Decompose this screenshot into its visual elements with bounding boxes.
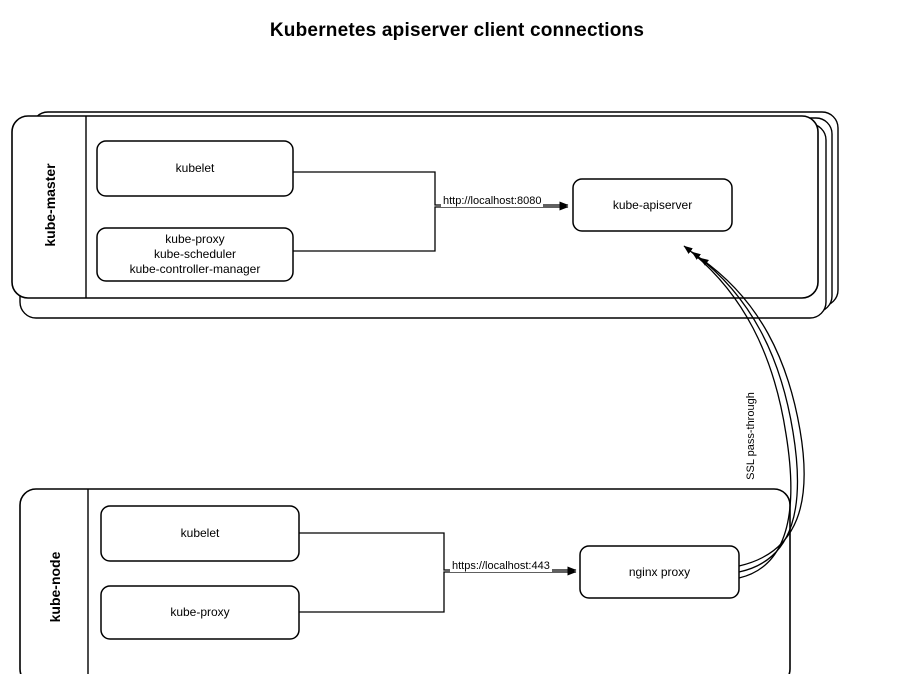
cluster-label-kube-node-text: kube-node [47, 551, 63, 623]
node-label-nginx-proxy: nginx proxy [628, 564, 691, 579]
node-label-node-kube-proxy: kube-proxy [170, 605, 230, 619]
node-node-kubelet [101, 506, 299, 561]
node-label-master-kubelet: kubelet [175, 161, 215, 175]
cluster-label-kube-node [40, 507, 70, 667]
cluster-label-kube-master [35, 125, 65, 285]
edge-label-ssl-pass-through: SSL pass-through [744, 392, 757, 480]
node-nginx-proxy [580, 546, 739, 598]
node-master-kubelet [97, 141, 293, 196]
node-label-node-kubelet: kubelet [180, 526, 220, 540]
node-kube-apiserver [573, 179, 732, 231]
node-node-kube-proxy [101, 586, 299, 639]
node-label-master-proxy-group: kube-proxy kube-scheduler kube-controller-manager [129, 232, 261, 276]
page-title: Kubernetes apiserver client connections [269, 20, 645, 41]
edge-label-https-localhost-443: https://localhost:443 [452, 560, 550, 572]
node-master-proxy-group [97, 228, 293, 281]
node-label-kube-apiserver: kube-apiserver [612, 197, 693, 212]
cluster-label-kube-master-text: kube-master [42, 163, 58, 247]
edge-label-http-localhost-8080: http://localhost:8080 [443, 195, 542, 207]
